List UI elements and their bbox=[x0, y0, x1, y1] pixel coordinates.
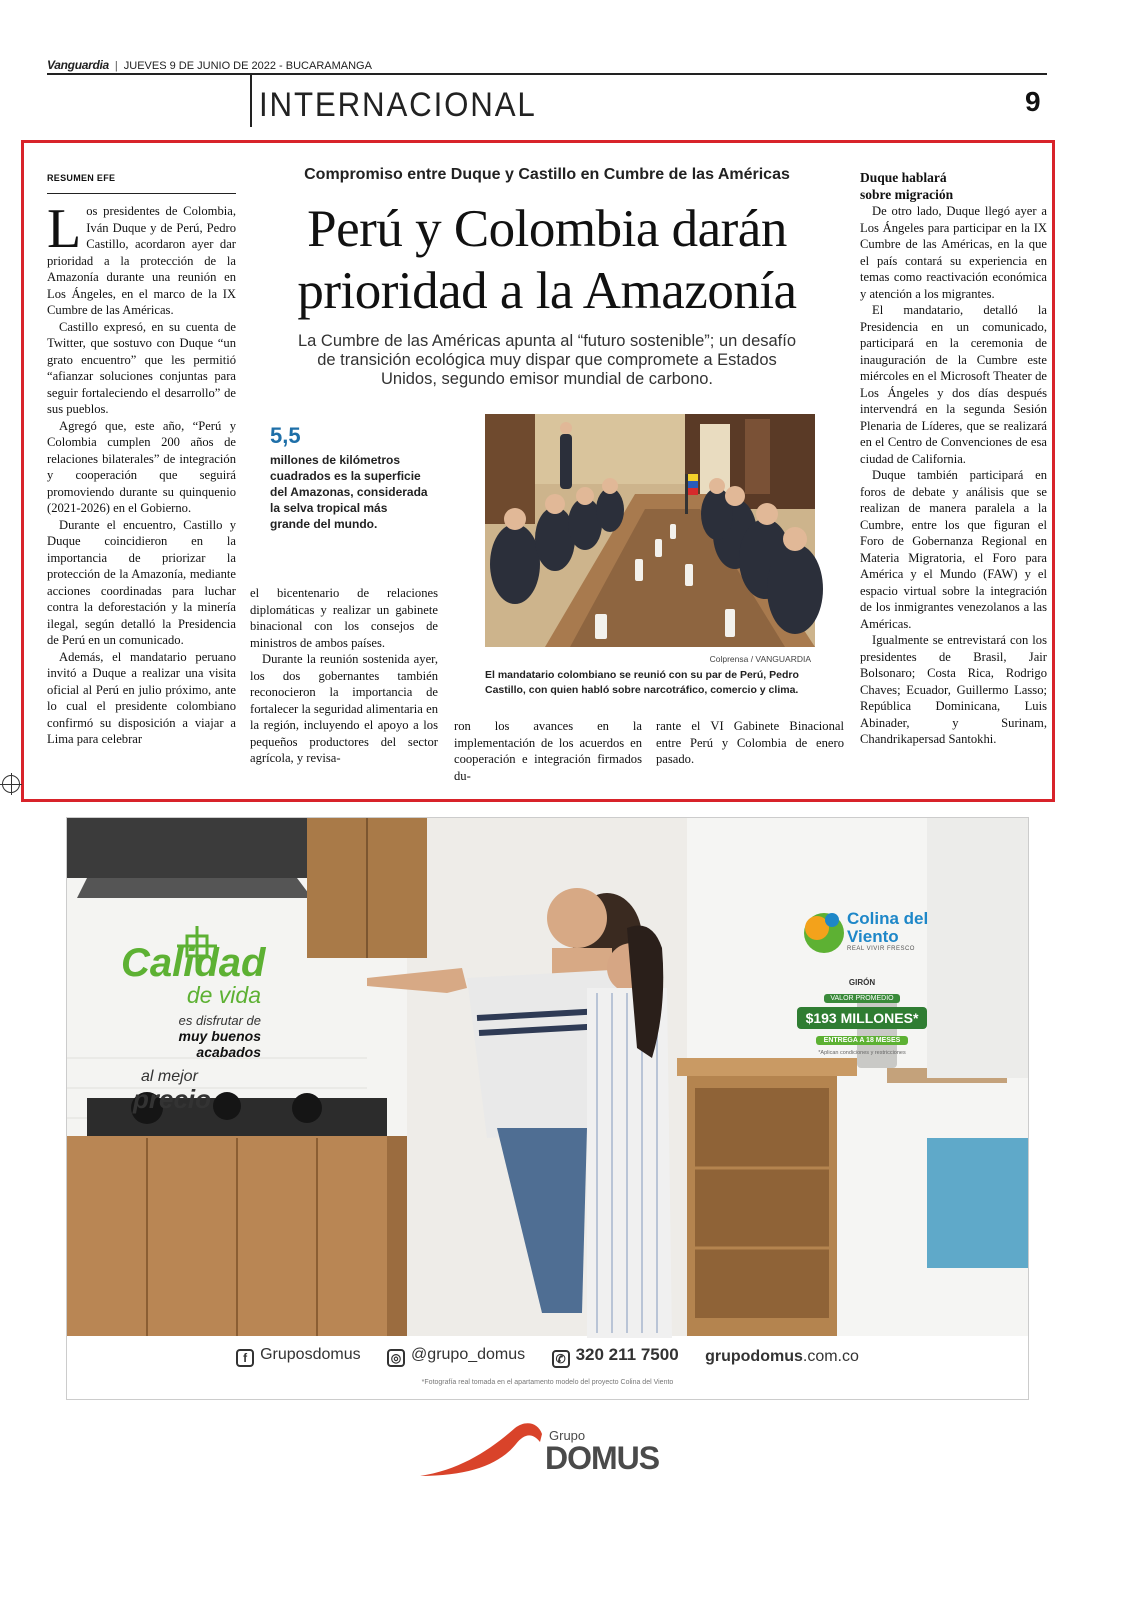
article-headline: Perú y Colombia darán prioridad a la Amazonía bbox=[297, 200, 797, 320]
price-conditions: *Aplican condiciones y restricciones bbox=[818, 1050, 906, 1056]
muy-buenos-text: muy buenos acabados bbox=[178, 1028, 261, 1060]
fact-text: millones de kilómetros cuadrados es la superficie del Amazonas, considerada la selva tropical más grande del mundo. bbox=[270, 453, 428, 531]
drop-cap: L bbox=[47, 198, 82, 260]
logo-domus: DOMUS bbox=[545, 1440, 660, 1476]
phone-link[interactable]: ✆ 320 211 7500 bbox=[552, 1345, 679, 1368]
article-column-4 bbox=[656, 718, 844, 770]
article-source: RESUMEN EFE bbox=[47, 173, 116, 183]
newspaper-brand: Vanguardia bbox=[47, 58, 109, 72]
calidad-slogan bbox=[121, 941, 266, 1114]
delivery-badge: ENTREGA A 18 MESES bbox=[816, 1036, 909, 1045]
whatsapp-icon: ✆ bbox=[552, 1350, 570, 1368]
precio-text: precio bbox=[133, 1084, 212, 1114]
registration-mark-icon bbox=[2, 775, 20, 793]
photo-credit: Colprensa / VANGUARDIA bbox=[709, 654, 811, 664]
paragraph: Los presidentes de Colombia, Iván Duque y de Perú, Pedro Castillo, acordaron ayer dar prioridad a la protección de la Amazonía durante una reunión en Los Ángeles, en el marco de la IX Cumbre de las Américas. bbox=[47, 198, 236, 317]
column-rule bbox=[47, 193, 236, 194]
paragraph: De otro lado, Duque llegó ayer a Los Ángeles para participar en la IX Cumbre de las Américas, en la que el país contará su experiencia en temas como reactivación económica y atención a los migrantes. bbox=[860, 204, 1047, 301]
grupo-domus-wordmark bbox=[545, 1428, 660, 1476]
article-kicker: Compromiso entre Duque y Castillo en Cumbre de las Américas bbox=[304, 166, 790, 183]
paragraph: Duque también participará en foros de debate y análisis que se realizan de manera paralela a la Cumbre, entre los que figuran el Foro de Gobernanza Regional en Materia Migratoria, el Foro para América y el Mundo (FAW) y el espacio virtual sobre la integración de los inmigrantes venezolanos a las Américas. bbox=[860, 468, 1047, 631]
instagram-icon: ◎ bbox=[387, 1349, 405, 1367]
price-box bbox=[797, 978, 927, 1056]
article-column-1 bbox=[47, 198, 236, 768]
header-rule bbox=[47, 73, 1047, 75]
facebook-icon: f bbox=[236, 1349, 254, 1367]
advertisement bbox=[66, 817, 1029, 1400]
page-number: 9 bbox=[1025, 86, 1041, 117]
paragraph: ron los avances en la implementación de los acuerdos en cooperación e integración firmados du- bbox=[454, 719, 642, 783]
instagram-link[interactable]: ◎ @grupo_domus bbox=[387, 1346, 525, 1367]
meeting-photo-illustration bbox=[485, 414, 815, 647]
website-link[interactable]: grupodomus.com.co bbox=[705, 1347, 859, 1365]
article-column-2 bbox=[250, 585, 438, 770]
paragraph: rante el VI Gabinete Binacional entre Perú y Colombia de enero pasado. bbox=[656, 719, 844, 766]
article-column-5 bbox=[860, 203, 1047, 769]
paragraph: el bicentenario de relaciones diplomáticas y realizar un gabinete binacional con los consejos de ministros de ambos países. bbox=[250, 586, 438, 650]
es-disfrutar-text: es disfrutar de bbox=[178, 1013, 261, 1028]
ad-disclaimer: *Fotografía real tomada en el apartamento modelo del proyecto Colina del Viento bbox=[421, 1379, 674, 1386]
masthead: Vanguardia | JUEVES 9 DE JUNIO DE 2022 - BUCARAMANGA bbox=[47, 58, 372, 72]
article-photo bbox=[485, 414, 815, 647]
paragraph: Agregó que, este año, “Perú y Colombia cumplen 200 años de relaciones bilaterales” de integración y cooperación que seguirá promoviendo durante su quinquenio (2021-2026) en el Gobierno. bbox=[47, 418, 236, 515]
article-column-3 bbox=[454, 718, 642, 783]
paragraph: Además, el mandatario peruano invitó a Duque a realizar una visita oficial al Perú en julio próximo, ante lo cual el presidente colombiano confirmó su disposición a viajar a Lima para celebrar bbox=[47, 649, 236, 746]
colina-del-viento-logo bbox=[807, 910, 937, 952]
paragraph: El mandatario, detalló la Presidencia en un comunicado, participará en la ceremonia de inauguración de la Cumbre este miércoles en el Microsoft Theater de Los Ángeles y dos días después intervendrá en la segunda Sesión Plenaria de Líderes, que se realizará en el Centro de Convenciones de esa ciudad de California. bbox=[860, 303, 1047, 466]
paragraph: Castillo expresó, en su cuenta de Twitter, que sostuvo con Duque “un grato encuentro” que les permitió “afianzar soluciones conjuntas para seguir fortaleciendo el desarrollo” de sus pueblos. bbox=[47, 319, 236, 416]
price-city: GIRÓN bbox=[848, 978, 876, 987]
paragraph: Igualmente se entrevistará con los presidentes de Brasil, Jair Bolsonaro; Costa Rica, Rodrigo Chaves; Ecuador, Guillermo Lasso; República Dominicana, Luis Abinader, y Surinam, Chandrikapersad Santokhi. bbox=[860, 633, 1047, 746]
calidad-word: Calidad bbox=[121, 941, 266, 985]
article-deck: La Cumbre de las Américas apunta al “futuro sostenible”; un desafío de transición ecológica muy dispar que compromete a Estados Unidos, segundo emisor mundial de carbono. bbox=[297, 332, 797, 388]
fact-number: 5,5 bbox=[270, 423, 301, 448]
colina-tagline: REAL VIVIR FRESCO bbox=[847, 946, 915, 952]
section-title: INTERNACIONAL bbox=[259, 86, 537, 124]
de-vida-word: de vida bbox=[186, 982, 261, 1008]
price-label: VALOR PROMEDIO bbox=[824, 994, 899, 1003]
paragraph: Durante la reunión sostenida ayer, los dos gobernantes también reconocieron la importancia de fortalecer la seguridad alimentaria en la región, incluyendo el apoyo a los pequeños productores del sector agrícola, y revisa- bbox=[250, 652, 438, 765]
price-value: $193 MILLONES* bbox=[797, 1007, 927, 1029]
colina-name: Colina del Viento bbox=[847, 909, 929, 946]
al-mejor-text: al mejor bbox=[141, 1068, 198, 1085]
photo-caption: El mandatario colombiano se reunió con su par de Perú, Pedro Castillo, con quien habló sobre narcotráfico, comercio y clima. bbox=[485, 669, 799, 696]
ad-contact-bar bbox=[67, 1345, 1028, 1375]
paragraph: Durante el encuentro, Castillo y Duque coincidieron en la importancia de priorizar la protección de la Amazonía, mediante acciones coordinadas para luchar contra la deforestación y la minería ilegal, según detalló la Presidencia de Perú en un comunicado. bbox=[47, 517, 236, 647]
section-divider bbox=[250, 75, 252, 127]
date-line: JUEVES 9 DE JUNIO DE 2022 - BUCARAMANGA bbox=[123, 60, 372, 72]
facebook-link[interactable]: f Gruposdomus bbox=[236, 1346, 361, 1367]
sidebar-heading: Duque hablará sobre migración bbox=[860, 170, 954, 202]
logo-grupo: Grupo bbox=[549, 1428, 586, 1443]
